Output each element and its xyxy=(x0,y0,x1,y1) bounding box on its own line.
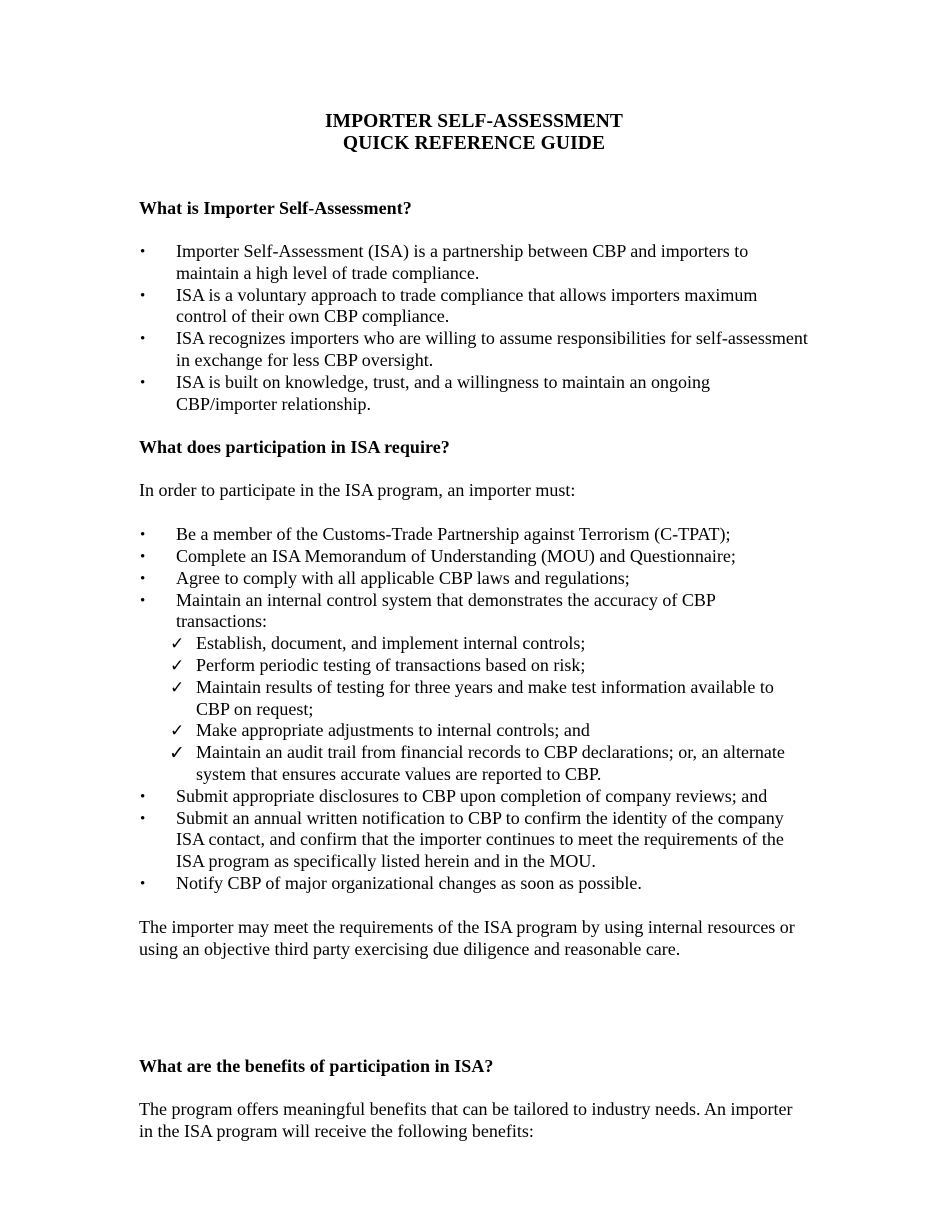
section-intro-participation: In order to participate in the ISA program, an importer must: xyxy=(139,480,576,501)
list-item xyxy=(139,546,809,568)
bullet-icon: • xyxy=(140,244,146,260)
document-title xyxy=(139,111,809,154)
checkmark-icon: ✓ xyxy=(169,742,185,765)
list-item xyxy=(139,808,809,873)
list-item-text: Establish, document, and implement internal controls; xyxy=(196,633,586,654)
checkmark-icon: ✓ xyxy=(170,721,185,742)
title-line-1: IMPORTER SELF-ASSESSMENT xyxy=(324,111,624,132)
list-item xyxy=(139,633,809,655)
spacer xyxy=(139,895,809,917)
list-item xyxy=(139,328,809,372)
bullet-icon: • xyxy=(140,548,146,565)
bullet-list-participation-continued xyxy=(139,786,809,895)
list-item xyxy=(139,590,809,634)
list-item-text: Complete an ISA Memorandum of Understanding (MOU) and Questionnaire; xyxy=(176,545,736,566)
title-line-2: QUICK REFERENCE GUIDE xyxy=(342,132,606,154)
list-item-text: Submit appropriate disclosures to CBP upon completion of company reviews; and xyxy=(176,785,768,806)
list-item-text: Make appropriate adjustments to internal controls; and xyxy=(196,720,590,741)
bullet-icon: • xyxy=(140,570,146,587)
spacer xyxy=(139,960,809,1056)
list-item-text: Notify CBP of major organizational changes as soon as possible. xyxy=(176,872,642,893)
list-item-text: Maintain an internal control system that demonstrates the accuracy of CBP transactions: xyxy=(176,589,716,632)
list-item-text: Perform periodic testing of transactions based on risk; xyxy=(196,654,586,675)
bullet-icon: • xyxy=(140,331,146,348)
list-item-text: ISA is a voluntary approach to trade compliance that allows importers maximum control of their own CBP compliance. xyxy=(176,284,758,327)
section-heading-participation-requirements: What does participation in ISA require? xyxy=(139,437,450,458)
spacer xyxy=(139,219,809,241)
spacer xyxy=(139,458,809,480)
list-item xyxy=(139,372,809,416)
section-heading-what-is-isa: What is Importer Self-Assessment? xyxy=(139,198,412,218)
bullet-icon: • xyxy=(140,875,146,892)
spacer xyxy=(139,1077,809,1099)
section-closing-participation: The importer may meet the requirements of the ISA program by using internal resources or using an objective third party exercising due diligence and reasonable care. xyxy=(139,916,795,959)
document-content xyxy=(139,0,809,1143)
list-item xyxy=(139,655,809,677)
list-item-text: Be a member of the Customs-Trade Partnership against Terrorism (C-TPAT); xyxy=(176,524,731,545)
list-item xyxy=(139,873,809,895)
list-item xyxy=(139,742,809,786)
bullet-icon: • xyxy=(140,374,146,391)
bullet-icon: • xyxy=(140,788,146,805)
list-item-text: Maintain an audit trail from financial records to CBP declarations; or, an alternate system that ensures accurate values are reported to CBP. xyxy=(196,742,785,784)
list-item-text: Maintain results of testing for three years and make test information available to CBP on request; xyxy=(196,676,774,719)
checkmark-sublist-internal-controls xyxy=(139,633,809,786)
list-item xyxy=(139,524,809,546)
checkmark-icon: ✓ xyxy=(170,677,185,698)
list-item xyxy=(139,241,809,285)
list-item-text: ISA is built on knowledge, trust, and a willingness to maintain an ongoing CBP/importer relationship. xyxy=(176,371,710,414)
bullet-icon: • xyxy=(140,287,146,304)
checkmark-icon: ✓ xyxy=(170,634,185,655)
list-item-text: Importer Self-Assessment (ISA) is a partnership between CBP and importers to maintain a high level of trade compliance. xyxy=(176,241,749,283)
list-item xyxy=(139,720,809,742)
list-item xyxy=(139,677,809,721)
section-heading-benefits: What are the benefits of participation in ISA? xyxy=(139,1056,494,1077)
spacer xyxy=(139,415,809,437)
list-item-text: Agree to comply with all applicable CBP laws and regulations; xyxy=(176,567,630,588)
bullet-icon: • xyxy=(140,592,146,609)
list-item xyxy=(139,786,809,808)
bullet-icon: • xyxy=(140,527,146,544)
list-item xyxy=(139,568,809,590)
checkmark-icon: ✓ xyxy=(170,655,185,676)
bullet-icon: • xyxy=(140,810,146,827)
list-item-text: Submit an annual written notification to CBP to confirm the identity of the company ISA contact, and confirm that the importer continues to meet the requirements of the ISA program as specifically listed herein and in the MOU. xyxy=(176,807,784,872)
spacer xyxy=(139,154,809,198)
bullet-list-what-is-isa xyxy=(139,241,809,415)
spacer xyxy=(139,502,809,524)
section-intro-benefits: The program offers meaningful benefits that can be tailored to industry needs. An importer in the ISA program will receive the following benefits: xyxy=(139,1099,793,1142)
list-item-text: ISA recognizes importers who are willing to assume responsibilities for self-assessment in exchange for less CBP oversight. xyxy=(176,328,808,370)
bullet-list-participation xyxy=(139,524,809,633)
list-item xyxy=(139,285,809,329)
